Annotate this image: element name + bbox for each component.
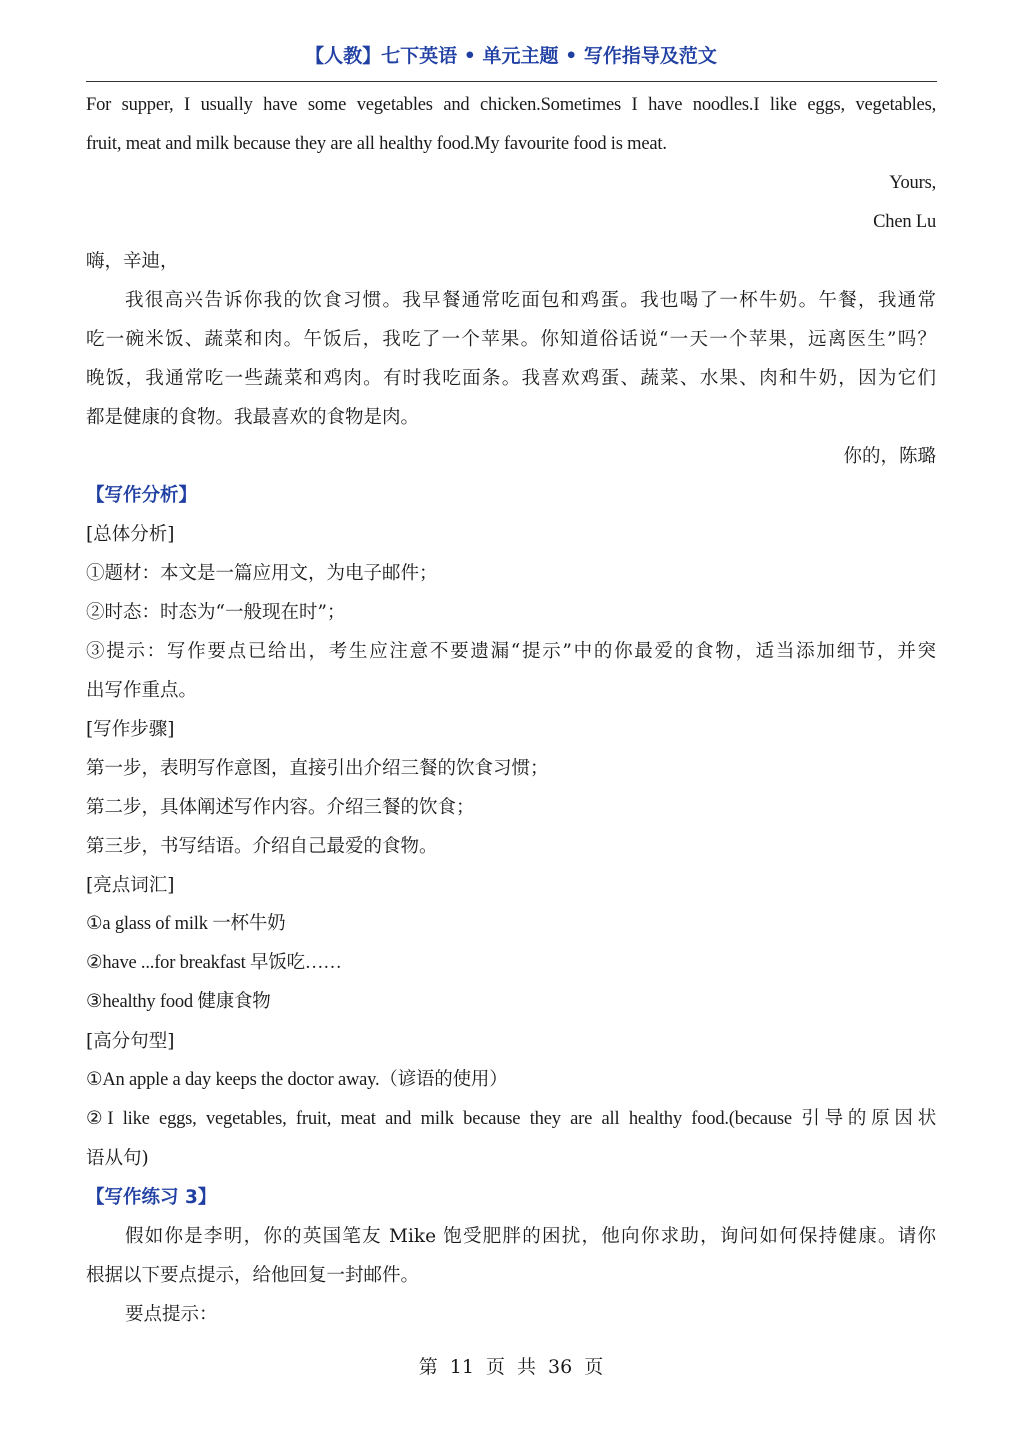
analysis-item-2: ②时态：时态为“一般现在时”； bbox=[86, 602, 346, 623]
analysis-vocab-label: [亮点词汇] bbox=[86, 875, 175, 896]
analysis-steps-label: [写作步骤] bbox=[86, 719, 175, 740]
letter-en-line-2: fruit, meat and milk because they are all healthy food.My favourite food is meat. bbox=[86, 134, 667, 154]
analysis-step-3: 第三步，书写结语。介绍自己最爱的食物。 bbox=[86, 836, 438, 857]
analysis-sentence-1: ①An apple a day keeps the doctor away.（谚语的使用） bbox=[86, 1070, 508, 1090]
analysis-step-2: 第二步，具体阐述写作内容。介绍三餐的饮食； bbox=[86, 797, 475, 818]
letter-en-line-1: For supper, I usually have some vegetables and chicken.Sometimes I have noodles.I like eggs, vegetables, bbox=[86, 95, 936, 115]
page-header-title: 【人教】七下英语 • 单元主题 • 写作指导及范文 bbox=[305, 45, 717, 67]
analysis-item-1: ①题材：本文是一篇应用文，为电子邮件； bbox=[86, 563, 438, 584]
analysis-vocab-1: ①a glass of milk 一杯牛奶 bbox=[86, 914, 286, 934]
letter-en-closing: Yours, bbox=[889, 173, 936, 193]
practice-tips-label: 要点提示： bbox=[125, 1304, 218, 1325]
analysis-overall-label: [总体分析] bbox=[86, 524, 175, 545]
analysis-item-3-line-2: 出写作重点。 bbox=[86, 680, 198, 701]
analysis-section-title: 【写作分析】 bbox=[86, 485, 198, 506]
practice-section-title: 【写作练习 3】 bbox=[86, 1187, 217, 1208]
page-content bbox=[86, 86, 936, 1334]
analysis-sentence-2-line-2: 语从句) bbox=[86, 1148, 149, 1169]
analysis-item-3-line-1: ③提示：写作要点已给出，考生应注意不要遗漏“提示”中的你最爱的食物，适当添加细节，并突 bbox=[86, 641, 936, 662]
letter-cn-line-4: 都是健康的食物。我最喜欢的食物是肉。 bbox=[86, 407, 420, 428]
practice-line-1: 假如你是李明，你的英国笔友 Mike 饱受肥胖的困扰，他向你求助，询问如何保持健康。请你 bbox=[125, 1226, 936, 1247]
header-divider bbox=[86, 81, 937, 82]
letter-cn-signature: 你的，陈璐 bbox=[843, 446, 936, 467]
analysis-sentences-label: [高分句型] bbox=[86, 1031, 175, 1052]
analysis-vocab-3: ③healthy food 健康食物 bbox=[86, 992, 271, 1012]
letter-cn-line-3: 晚饭，我通常吃一些蔬菜和鸡肉。有时我吃面条。我喜欢鸡蛋、蔬菜、水果、肉和牛奶，因为它们 bbox=[86, 368, 936, 389]
analysis-vocab-2: ②have ...for breakfast 早饭吃…… bbox=[86, 953, 342, 973]
analysis-step-1: 第一步，表明写作意图，直接引出介绍三餐的饮食习惯； bbox=[86, 758, 549, 779]
page-number-footer: 第 11 页 共 36 页 bbox=[418, 1356, 604, 1378]
letter-cn-greeting: 嗨，辛迪， bbox=[86, 251, 179, 272]
letter-cn-line-2: 吃一碗米饭、蔬菜和肉。午饭后，我吃了一个苹果。你知道俗话说“一天一个苹果，远离医生”吗？ bbox=[86, 329, 936, 350]
analysis-sentence-2-line-1: ②I like eggs, vegetables, fruit, meat and milk because they are all healthy food.(because 引导的原因状 bbox=[86, 1109, 936, 1129]
practice-line-2: 根据以下要点提示，给他回复一封邮件。 bbox=[86, 1265, 420, 1286]
letter-cn-line-1: 我很高兴告诉你我的饮食习惯。我早餐通常吃面包和鸡蛋。我也喝了一杯牛奶。午餐，我通常 bbox=[125, 290, 936, 311]
letter-en-signature: Chen Lu bbox=[873, 212, 936, 232]
